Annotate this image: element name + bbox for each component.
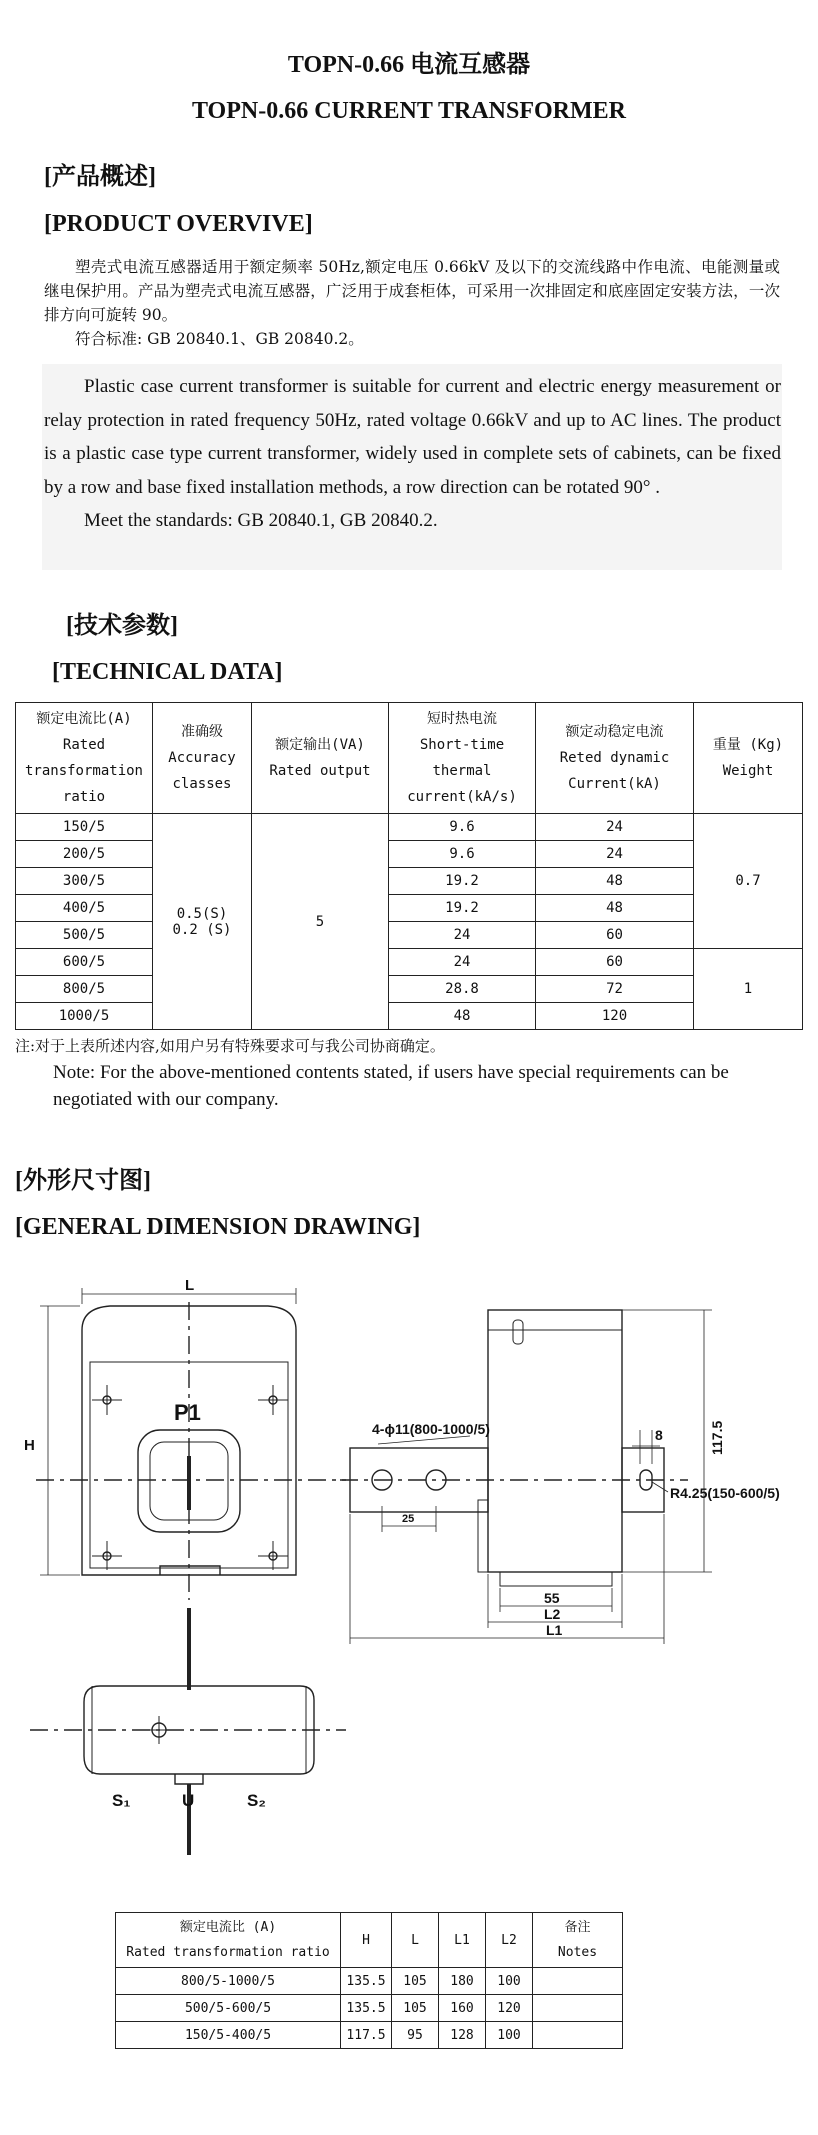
dim-cell-L1: 128 (439, 2022, 486, 2049)
header-accuracy-en-1: Accuracy (168, 750, 236, 766)
dimensions-header-row (116, 1913, 623, 1968)
dim-cell-L: 105 (392, 1995, 439, 2022)
dim-cell-H: 117.5 (341, 2022, 392, 2049)
label-25: 25 (402, 1513, 415, 1525)
header-thermal-en-3: current(kA/s) (407, 789, 517, 805)
dim-header-notes-cn: 备注 (564, 1920, 591, 1935)
accuracy-value-1: 0.5(S) (176, 905, 228, 922)
technical-note-en: Note: For the above-mentioned contents stated, if users have special requirements can be negotiated with our company. (53, 1062, 729, 1110)
header-dynamic (536, 703, 694, 814)
dim-header-notes (533, 1913, 623, 1968)
header-ratio-en-3: ratio (62, 789, 106, 805)
dim-cell-notes (533, 2022, 623, 2049)
header-accuracy-cn: 准确级 (181, 724, 223, 740)
technical-note-cn: 注:对于上表所述内容,如用户另有特殊要求可与我公司协商确定。 (15, 1037, 445, 1055)
header-output-en: Rated output (269, 763, 371, 779)
label-H: H (24, 1437, 35, 1454)
dimensions-table (115, 1912, 623, 2049)
header-ratio-en-1: Rated (62, 737, 106, 753)
label-S2: S₂ (247, 1791, 266, 1810)
overview-text-cn (44, 255, 780, 351)
table-row (16, 949, 803, 976)
header-thermal (389, 703, 536, 814)
table-row (16, 841, 803, 868)
cell-thermal: 19.2 (389, 895, 536, 922)
dim-cell-ratio: 500/5-600/5 (116, 1995, 341, 2022)
header-accuracy (153, 703, 252, 814)
dim-header-ratio-cn: 额定电流比 (A) (179, 1920, 277, 1935)
cell-thermal: 9.6 (389, 814, 536, 841)
cell-dynamic: 24 (536, 841, 694, 868)
dimension-drawing (0, 1270, 818, 1900)
cell-thermal: 9.6 (389, 841, 536, 868)
cell-ratio: 150/5 (16, 814, 153, 841)
accuracy-value-2: 0.2 (S) (172, 921, 232, 938)
cell-ratio: 1000/5 (16, 1003, 153, 1030)
dim-cell-H: 135.5 (341, 1995, 392, 2022)
table-row (116, 1968, 623, 1995)
cell-dynamic: 72 (536, 976, 694, 1003)
label-8: 8 (655, 1427, 663, 1443)
label-holes: 4-ϕ11(800-1000/5) (372, 1421, 490, 1437)
label-L1: L1 (546, 1622, 563, 1638)
header-thermal-en-2: thermal (432, 763, 492, 779)
dim-header-H: H (341, 1913, 392, 1968)
page-title-cn: TOPN-0.66 电流互感器 (287, 52, 531, 78)
label-r4-25: R4.25(150-600/5) (670, 1485, 780, 1501)
table-row (16, 976, 803, 1003)
cell-ratio: 300/5 (16, 868, 153, 895)
dim-cell-L1: 180 (439, 1968, 486, 1995)
dim-cell-L: 95 (392, 2022, 439, 2049)
cell-thermal: 19.2 (389, 868, 536, 895)
table-row (116, 1995, 623, 2022)
header-output (252, 703, 389, 814)
label-S1: S₁ (112, 1791, 131, 1810)
cell-dynamic: 60 (536, 949, 694, 976)
cell-thermal: 48 (389, 1003, 536, 1030)
cell-dynamic: 120 (536, 1003, 694, 1030)
overview-heading-cn: [产品概述] (44, 164, 156, 190)
table-row (16, 895, 803, 922)
header-weight-cn: 重量 (Kg) (712, 737, 784, 753)
label-U: U (182, 1791, 195, 1810)
label-55: 55 (544, 1590, 560, 1606)
overview-paragraph-en: Plastic case current transformer is suitable for current and electric energy measurement or relay protection in rated frequency 50Hz, rated voltage 0.66kV and up to AC lines. The product is a plastic case type current transformer, widely used in complete sets of cabinets, can be fixed by a row and base fixed installation methods, a row direction can be rotated 90° . (44, 376, 781, 498)
cell-dynamic: 48 (536, 895, 694, 922)
cell-dynamic: 48 (536, 868, 694, 895)
cell-thermal: 24 (389, 949, 536, 976)
header-dynamic-en-1: Reted dynamic (559, 750, 670, 766)
label-L: L (185, 1277, 195, 1294)
overview-text-en (44, 370, 781, 538)
overview-standard-en: Meet the standards: GB 20840.1, GB 20840.2. (84, 510, 438, 531)
dim-cell-L2: 120 (486, 1995, 533, 2022)
cell-thermal: 28.8 (389, 976, 536, 1003)
front-view (36, 1288, 346, 1600)
dim-cell-L: 105 (392, 1968, 439, 1995)
cell-dynamic: 24 (536, 814, 694, 841)
dim-cell-ratio: 150/5-400/5 (116, 2022, 341, 2049)
label-P1: P1 (174, 1400, 201, 1425)
dim-header-L: L (392, 1913, 439, 1968)
dim-header-notes-en: Notes (557, 1945, 598, 1960)
table-row (16, 814, 803, 841)
cell-output: 5 (252, 814, 389, 1030)
header-ratio (16, 703, 153, 814)
cell-ratio: 400/5 (16, 895, 153, 922)
header-dynamic-cn: 额定动稳定电流 (565, 724, 664, 740)
side-view (340, 1310, 712, 1644)
dim-cell-L2: 100 (486, 2022, 533, 2049)
dim-cell-ratio: 800/5-1000/5 (116, 1968, 341, 1995)
cell-thermal: 24 (389, 922, 536, 949)
overview-heading-en: [PRODUCT OVERVIVE] (44, 211, 313, 237)
cell-ratio: 500/5 (16, 922, 153, 949)
label-117-5: 117.5 (709, 1420, 725, 1455)
table-row (116, 2022, 623, 2049)
header-thermal-cn: 短时热电流 (427, 711, 497, 727)
technical-heading-cn: [技术参数] (66, 613, 178, 639)
dim-cell-L2: 100 (486, 1968, 533, 1995)
bottom-view (30, 1608, 346, 1855)
technical-heading-en: [TECHNICAL DATA] (52, 659, 283, 685)
header-output-cn: 额定输出(VA) (275, 737, 365, 753)
overview-standard-cn: 符合标准: GB 20840.1、GB 20840.2。 (75, 330, 364, 348)
dim-cell-L1: 160 (439, 1995, 486, 2022)
dim-header-ratio-en: Rated transformation ratio (126, 1945, 330, 1960)
dim-cell-notes (533, 1968, 623, 1995)
overview-paragraph-cn: 塑壳式电流互感器适用于额定频率 50Hz,额定电压 0.66kV 及以下的交流线路中作电流、电能测量或继电保护用。产品为塑壳式电流互感器，广泛用于成套柜体，可采用一次排固定和底座固定安装方法，一次排方向可旋转 90。 (44, 258, 780, 324)
dim-header-ratio (116, 1913, 341, 1968)
header-accuracy-en-2: classes (172, 776, 232, 792)
table-row (16, 1003, 803, 1030)
header-ratio-cn: 额定电流比(A) (36, 711, 132, 727)
dim-cell-notes (533, 1995, 623, 2022)
cell-ratio: 200/5 (16, 841, 153, 868)
cell-weight: 1 (694, 949, 803, 1030)
cell-ratio: 800/5 (16, 976, 153, 1003)
cell-ratio: 600/5 (16, 949, 153, 976)
header-ratio-en-2: transformation (24, 763, 143, 779)
table-row (16, 868, 803, 895)
header-thermal-en-1: Short-time (419, 737, 505, 753)
dim-cell-H: 135.5 (341, 1968, 392, 1995)
dim-header-L2: L2 (486, 1913, 533, 1968)
cell-accuracy (153, 814, 252, 1030)
page-title-en: TOPN-0.66 CURRENT TRANSFORMER (191, 98, 627, 124)
technical-table-header-row (16, 703, 803, 814)
header-weight-en: Weight (722, 763, 774, 779)
label-L2: L2 (544, 1606, 561, 1622)
cell-dynamic: 60 (536, 922, 694, 949)
drawing-heading-en: [GENERAL DIMENSION DRAWING] (15, 1214, 421, 1240)
cell-weight: 0.7 (694, 814, 803, 949)
dim-header-L1: L1 (439, 1913, 486, 1968)
drawing-heading-cn: [外形尺寸图] (15, 1168, 151, 1194)
table-row (16, 922, 803, 949)
header-weight (694, 703, 803, 814)
technical-data-table (15, 702, 803, 1030)
header-dynamic-en-2: Current(kA) (568, 776, 661, 792)
